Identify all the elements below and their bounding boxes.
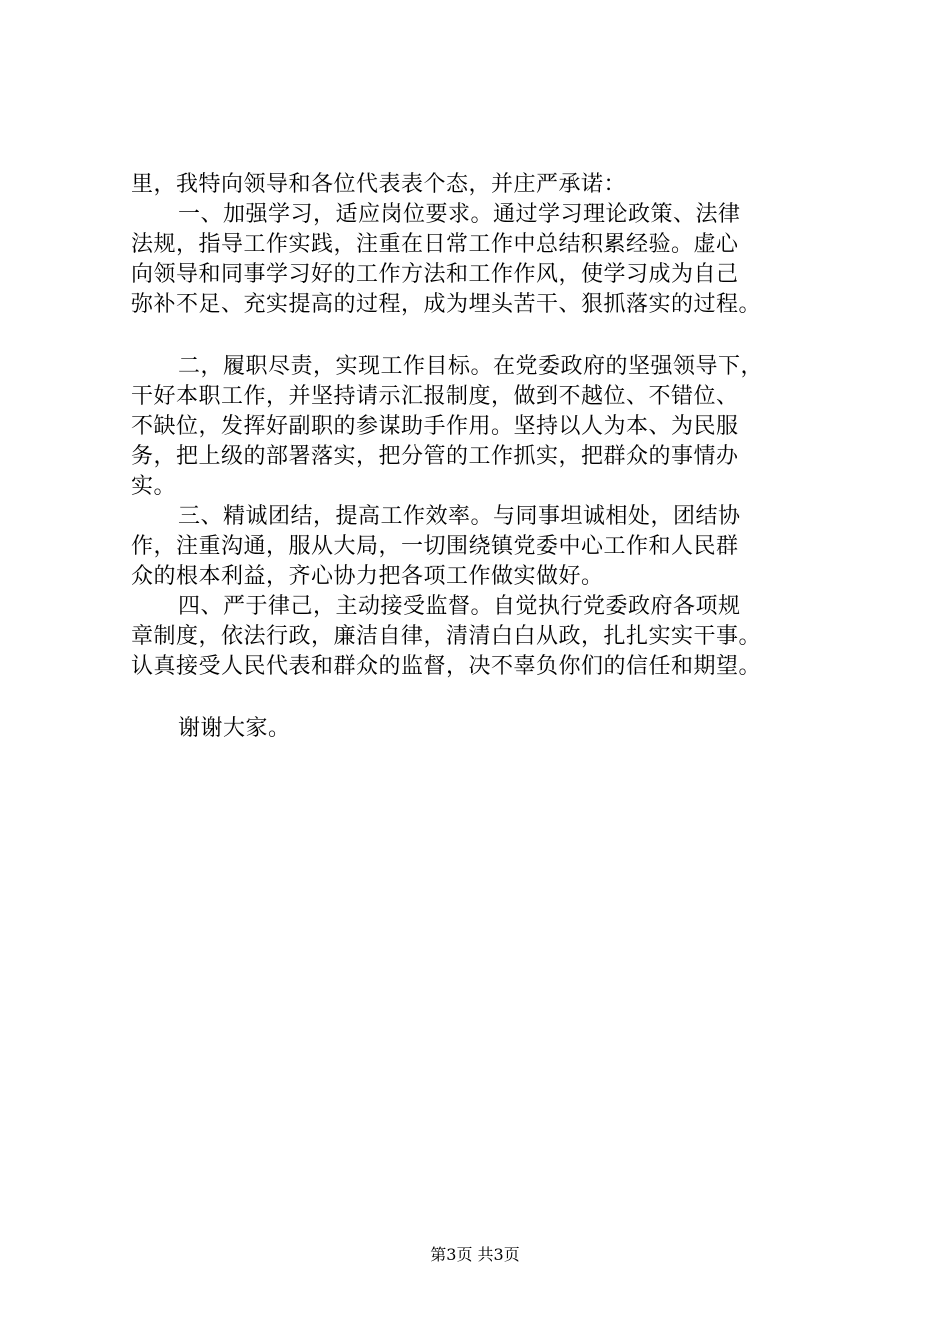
- paragraph-line: 一、加强学习，适应岗位要求。通过学习理论政策、法律: [178, 202, 741, 227]
- paragraph-line: 里，我特向领导和各位代表表个态，并庄严承诺：: [131, 172, 627, 197]
- paragraph-line: 三、精诚团结，提高工作效率。与同事坦诚相处，团结协: [178, 504, 741, 529]
- paragraph-line: 向领导和同事学习好的工作方法和工作作风，使学习成为自己: [131, 262, 739, 287]
- paragraph-line: 四、严于律己，主动接受监督。自觉执行党委政府各项规: [178, 594, 741, 619]
- closing-line: 谢谢大家。: [178, 716, 291, 741]
- page-number-footer: 第3页 共3页: [430, 1245, 520, 1264]
- paragraph-spacer: [131, 682, 846, 714]
- paragraph-line: 章制度，依法行政，廉洁自律，清清白白从政，扎扎实实干事。: [131, 624, 762, 649]
- paragraph-line: 实。: [131, 474, 177, 499]
- paragraph-line: 务，把上级的部署落实，把分管的工作抓实，把群众的事情办: [131, 444, 739, 469]
- paragraph-spacer: [131, 320, 846, 352]
- paragraph-line: 干好本职工作，并坚持请示汇报制度，做到不越位、不错位、: [131, 384, 739, 409]
- paragraph-line: 二，履职尽责，实现工作目标。在党委政府的坚强领导下，: [178, 354, 764, 379]
- paragraph-line: 认真接受人民代表和群众的监督，决不辜负你们的信任和期望。: [131, 654, 762, 679]
- paragraph-line: 不缺位，发挥好副职的参谋助手作用。坚持以人为本、为民服: [131, 414, 739, 439]
- paragraph-line: 弥补不足、充实提高的过程，成为埋头苦干、狠抓落实的过程。: [131, 292, 762, 317]
- paragraph-line: 法规，指导工作实践，注重在日常工作中总结积累经验。虚心: [131, 232, 739, 257]
- paragraph-line: 众的根本利益，齐心协力把各项工作做实做好。: [131, 564, 604, 589]
- paragraph-line: 作，注重沟通，服从大局，一切围绕镇党委中心工作和人民群: [131, 534, 739, 559]
- document-body: [131, 170, 846, 744]
